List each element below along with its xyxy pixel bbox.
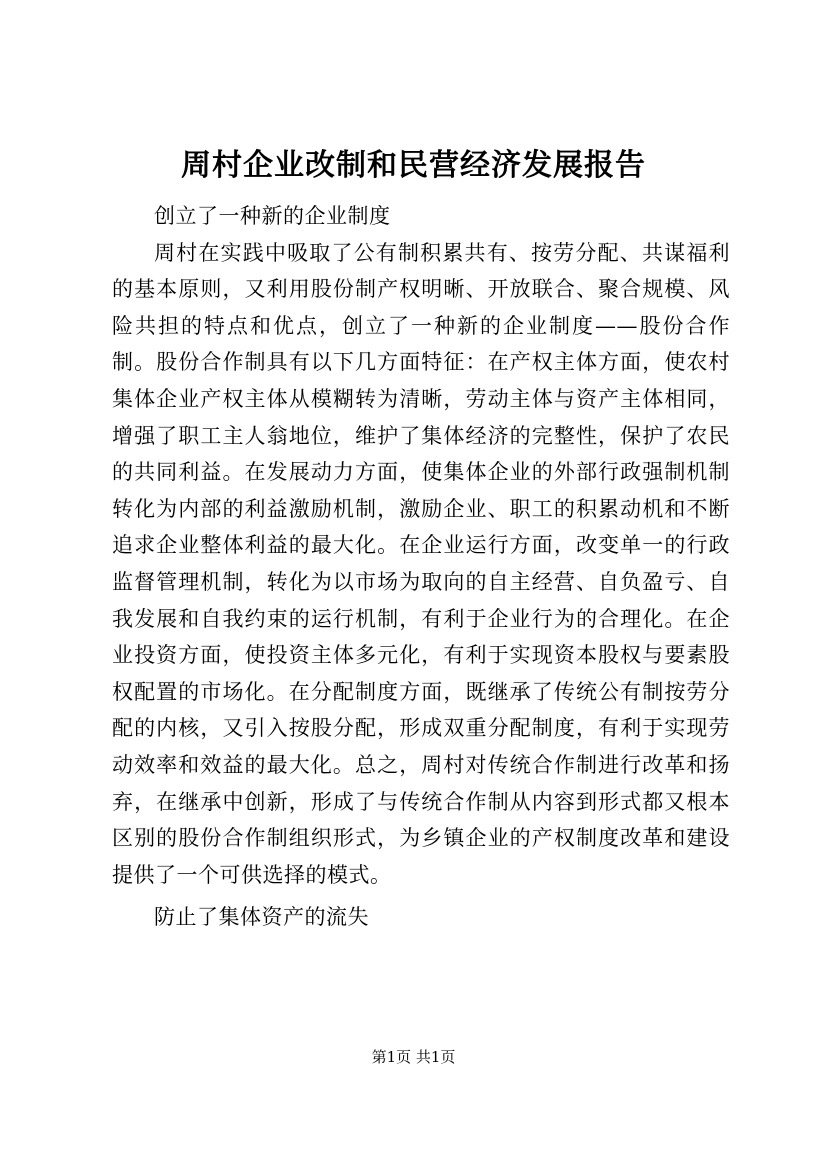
document-title: 周村企业改制和民营经济发展报告 (181, 148, 646, 183)
body-paragraph-1: 周村在实践中吸取了公有制积累共有、按劳分配、共谋福利的基本原则，又利用股份制产权明晰、开放联合、聚合规模、风险共担的特点和优点，创立了一种新的企业制度——股份合作制。股份合作制具有以下几方面特征：在产权主体方面，使农村集体企业产权主体从模糊转为清晰，劳动主体与资产主体相同，增强了职工主人翁地位，维护了集体经济的完整性，保护了农民的共同利益。在发展动力方面，使集体企业的外部行政强制机制转化为内部的利益激励机制，激励企业、职工的积累动机和不断追求企业整体利益的最大化。在企业运行方面，改变单一的行政监督管理机制，转化为以市场为取向的自主经营、自负盈亏、自我发展和自我约束的运行机制，有利于企业行为的合理化。在企业投资方面，使投资主体多元化，有利于实现资本股权与要素股权配置的市场化。在分配制度方面，既继承了传统公有制按劳分配的内核，又引入按股分配，形成双重分配制度，有利于实现劳动效率和效益的最大化。总之，周村对传统合作制进行改革和扬弃，在继承中创新，形成了与传统合作制从内容到形式都又根本区别的股份合作制组织形式，为乡镇企业的产权制度改革和建设提供了一个可供选择的模式。 (112, 240, 730, 887)
section-heading-1: 创立了一种新的企业制度 (154, 204, 391, 228)
page-footer: 第1页 共1页 (371, 1048, 456, 1066)
document-body (112, 198, 730, 936)
section-heading-2: 防止了集体资产的流失 (154, 905, 369, 930)
